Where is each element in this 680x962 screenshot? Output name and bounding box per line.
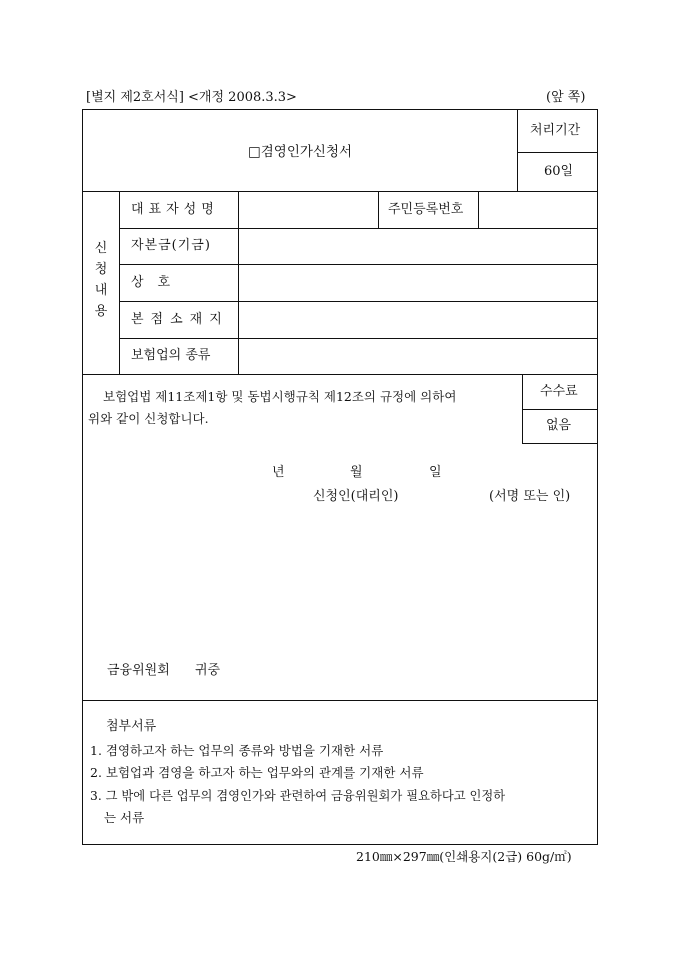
side-label: 신청내용 xyxy=(94,241,108,319)
field-label-head-office: 본점소재지 xyxy=(131,312,229,327)
row-rule-3 xyxy=(119,301,597,302)
resident-label-left xyxy=(378,191,379,228)
processing-divider xyxy=(517,110,518,191)
attachments-top-rule xyxy=(83,700,597,701)
applicant-signature-label: 신청인(대리인) xyxy=(313,489,399,504)
section-top-rule xyxy=(83,191,597,192)
fee-box-bottom xyxy=(522,443,597,444)
label-column-divider xyxy=(238,191,239,374)
attachment-item-1: 1. 겸영하고자 하는 업무의 종류와 방법을 기재한 서류 xyxy=(90,743,384,758)
field-value-head-office[interactable] xyxy=(246,312,592,330)
section-bottom-rule xyxy=(83,374,597,375)
resident-label-right xyxy=(478,191,479,228)
processing-mid-rule xyxy=(517,152,597,153)
field-label-representative: 대표자성명 xyxy=(131,202,219,217)
field-label-insurance-type: 보험업의 종류 xyxy=(131,348,211,363)
attachment-item-3: 3. 그 밖에 다른 업무의 겸영인가와 관련하여 금융위원회가 필요하다고 인정하 xyxy=(90,789,506,803)
paper-spec-footer: 210㎜×297㎜(인쇄용지(2급) 60g/㎡) xyxy=(356,849,572,864)
side-label-divider xyxy=(119,191,120,374)
form-label: [별지 제2호서식] <개정 2008.3.3> xyxy=(86,90,297,105)
field-value-representative[interactable] xyxy=(246,202,372,220)
processing-value: 60일 xyxy=(544,164,574,179)
field-value-insurance-type[interactable] xyxy=(246,348,592,366)
statement-line-1: 보험업법 제11조제1항 및 동법시행규칙 제12조의 규정에 의하여 xyxy=(103,389,457,404)
field-value-trade-name[interactable] xyxy=(246,275,592,293)
page-side: (앞 쪽) xyxy=(546,90,586,105)
row-rule-1 xyxy=(119,228,597,229)
row-rule-2 xyxy=(119,264,597,265)
fee-value: 없음 xyxy=(546,418,572,433)
recipient-suffix: 귀중 xyxy=(195,663,221,678)
fee-label: 수수료 xyxy=(540,384,578,399)
date-day: 일 xyxy=(429,465,442,480)
attachments-heading: 첨부서류 xyxy=(106,719,157,734)
signature-note: (서명 또는 인) xyxy=(489,489,571,504)
date-year: 년 xyxy=(272,465,285,480)
date-month: 월 xyxy=(350,465,363,480)
attachment-item-2: 2. 보험업과 겸영을 하고자 하는 업무와의 관계를 기재한 서류 xyxy=(90,765,424,780)
row-rule-4 xyxy=(119,338,597,339)
processing-label: 처리기간 xyxy=(530,123,581,138)
fee-box-mid xyxy=(522,409,597,410)
field-label-capital: 자본금(기금) xyxy=(131,238,211,253)
field-label-resident-no: 주민등록번호 xyxy=(388,202,464,217)
field-value-resident-no[interactable] xyxy=(486,202,592,220)
attachment-item-3-continued: 는 서류 xyxy=(104,810,145,825)
field-value-capital[interactable] xyxy=(246,238,592,256)
form-title: □겸영인가신청서 xyxy=(248,144,353,160)
statement-line-2: 위와 같이 신청합니다. xyxy=(88,411,209,426)
field-label-trade-name: 상호 xyxy=(131,275,185,290)
recipient-name: 금융위원회 xyxy=(107,663,170,678)
